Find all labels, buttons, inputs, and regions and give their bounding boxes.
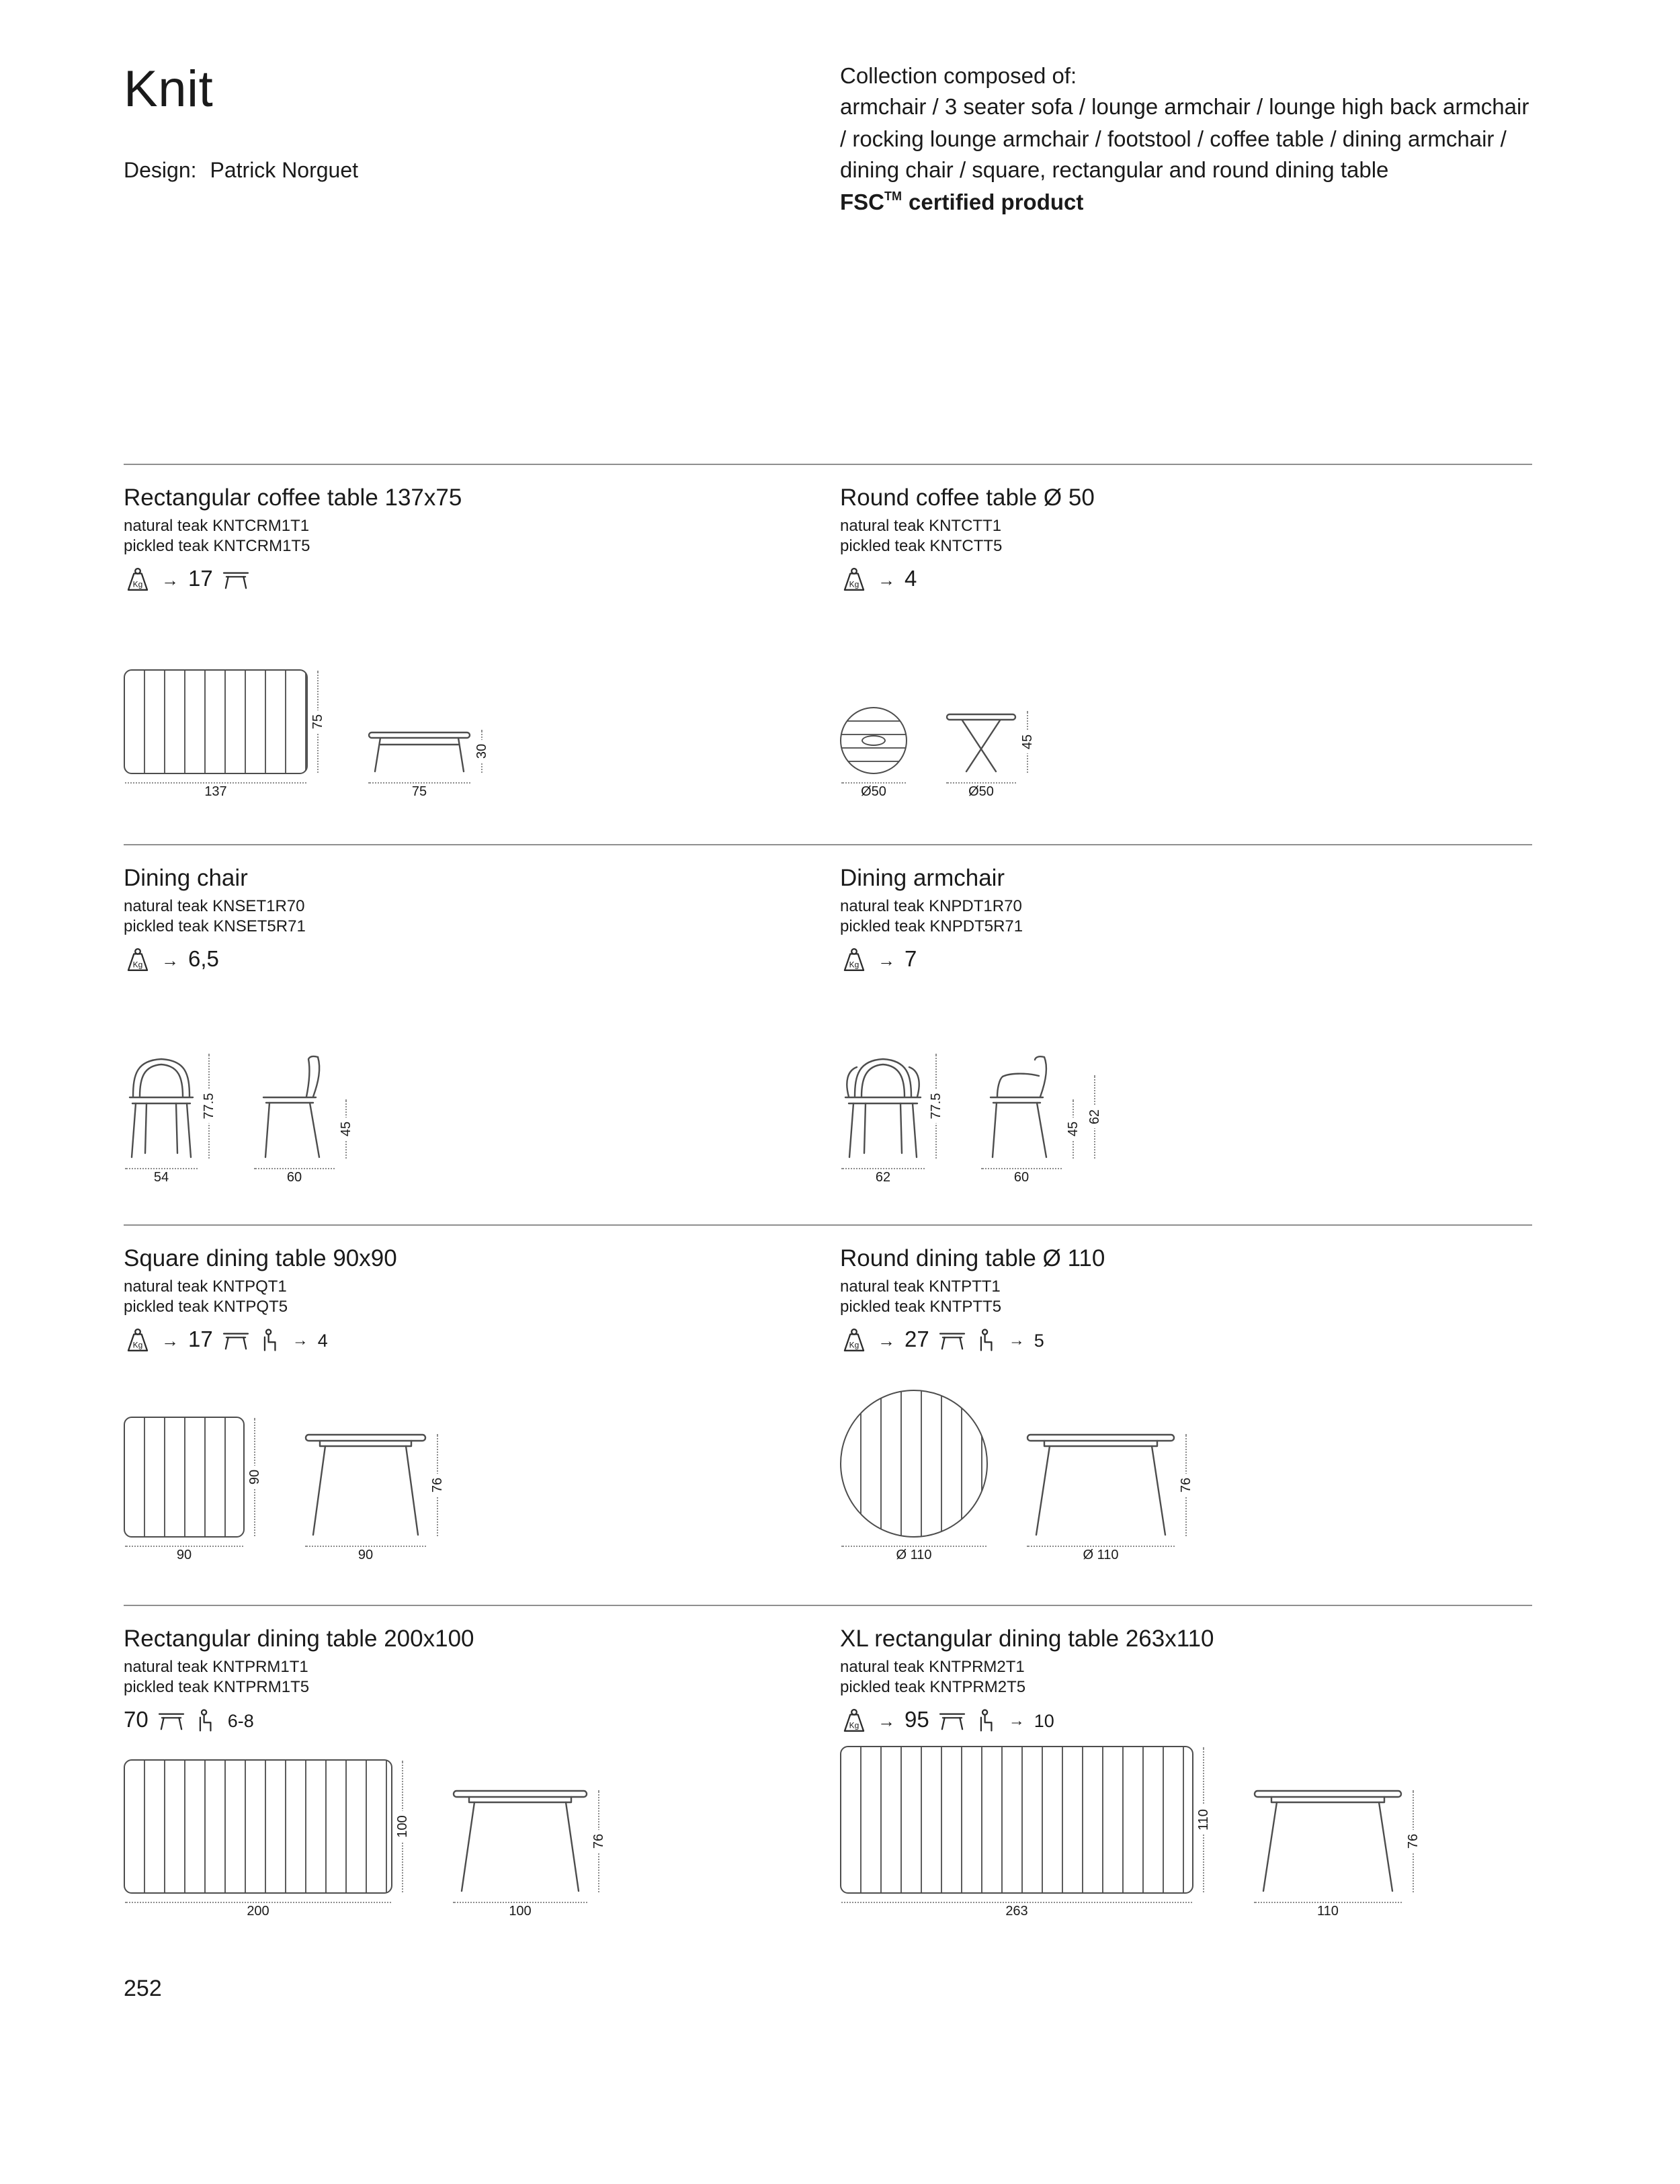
arrow-icon: → [161, 1330, 179, 1350]
dimension-vertical [589, 1789, 610, 1894]
design-label: Design: [124, 160, 197, 183]
table-side-view [1025, 1430, 1176, 1538]
weight-kg-icon [840, 1708, 868, 1733]
dim-label: 75 [311, 710, 326, 733]
product-codes [124, 1277, 840, 1316]
tabletop-top-view [840, 1390, 988, 1538]
technical-drawings [840, 1746, 1532, 1921]
table-side-view [1253, 1786, 1403, 1894]
product-codes [840, 1657, 1532, 1696]
product-dining-armchair [840, 863, 1532, 1187]
dimension-horizontal [124, 1160, 199, 1187]
product-title: Round coffee table Ø 50 [840, 484, 1095, 511]
spec-row [840, 1325, 1532, 1355]
product-round-coffee-table [840, 482, 1532, 801]
dimension-vertical [392, 1759, 414, 1894]
fsc-brand: FSC [840, 190, 884, 215]
dim-label: 76 [431, 1474, 446, 1497]
fsc-tm: TM [884, 190, 902, 204]
code-natural-teak: natural teak KNTPRM1T1 [124, 1657, 308, 1676]
technical-drawings [124, 1759, 840, 1921]
table-icon [158, 1709, 186, 1732]
seats-chair-icon [976, 1708, 999, 1733]
seats-value: 5 [1034, 1330, 1044, 1350]
dim-label: Ø 110 [896, 1548, 932, 1563]
dim-label: 60 [286, 1171, 302, 1185]
code-natural-teak: natural teak KNTCRM1T1 [124, 516, 310, 535]
dim-label: 110 [1317, 1904, 1339, 1919]
dimension-vertical [926, 1052, 948, 1160]
design-line [124, 160, 840, 184]
technical-drawings [840, 1052, 1532, 1187]
tabletop-top-view [124, 1417, 245, 1538]
collection-items: armchair / 3 seater sofa / lounge armchair / lounge high back armchair / rocking lounge armchair / footstool / coffee table / dining armchair / dining chair / square, rectangular and round dining table [840, 95, 1529, 183]
dimension-vertical [1017, 710, 1039, 774]
arrow-icon: → [878, 1710, 895, 1730]
dim-label: 75 [411, 785, 427, 800]
section-dining-tables-square-round [124, 1224, 1532, 1605]
drawing-side-view [253, 1052, 358, 1187]
dim-label: 45 [339, 1118, 354, 1140]
page-footer [124, 1976, 1532, 2003]
weight-kg-icon [840, 566, 868, 592]
dim-label: 60 [1013, 1171, 1030, 1185]
drawing-top-view [840, 1390, 988, 1564]
spec-row [124, 1325, 840, 1355]
dim-label: 90 [176, 1548, 192, 1563]
dim-label: 76 [1179, 1474, 1194, 1497]
chair-front-view [124, 1052, 199, 1160]
seats-chair-icon [976, 1327, 999, 1353]
dim-label: 90 [358, 1548, 374, 1563]
tabletop-top-view [840, 1746, 1193, 1894]
dimension-horizontal [124, 1538, 245, 1564]
dim-label: 54 [153, 1171, 169, 1185]
dim-label: Ø 110 [1083, 1548, 1119, 1563]
weight-kg-icon [124, 1327, 152, 1353]
weight-value: 4 [905, 566, 917, 591]
product-title: Rectangular coffee table 137x75 [124, 484, 462, 511]
arrow-icon: → [1008, 1331, 1025, 1349]
spec-row [124, 564, 840, 594]
chair-side-view [253, 1052, 336, 1160]
technical-drawings [124, 1052, 840, 1187]
table-icon [222, 568, 251, 591]
weight-value: 17 [188, 566, 213, 591]
arrow-icon: → [878, 1330, 895, 1350]
seats-value: 10 [1034, 1710, 1054, 1730]
product-title: Dining armchair [840, 864, 1005, 891]
arrow-icon: → [161, 569, 179, 589]
dim-label: 77.5 [202, 1089, 217, 1124]
product-title: Rectangular dining table 200x100 [124, 1625, 474, 1652]
spec-row [840, 945, 1532, 974]
dimension-horizontal [1253, 1894, 1403, 1921]
dimension-vertical [245, 1417, 266, 1538]
weight-kg-icon [840, 1327, 868, 1353]
section-coffee-tables [124, 464, 1532, 844]
weight-value: 95 [905, 1708, 929, 1732]
code-pickled-teak: pickled teak KNTPRM2T5 [840, 1677, 1026, 1695]
code-pickled-teak: pickled teak KNTPTT5 [840, 1296, 1002, 1315]
technical-drawings [124, 1417, 840, 1564]
drawing-front-view [840, 1052, 948, 1187]
section-dining-chairs [124, 844, 1532, 1224]
weight-kg-icon [124, 947, 152, 972]
drawing-top-view [840, 707, 907, 801]
drawing-side-view [980, 1052, 1106, 1187]
dimension-vertical [336, 1098, 358, 1160]
dimension-horizontal [840, 1894, 1193, 1921]
dimension-horizontal [840, 1538, 988, 1564]
product-codes [124, 896, 840, 935]
dimension-horizontal [367, 774, 472, 801]
dimension-horizontal [452, 1894, 589, 1921]
code-pickled-teak: pickled teak KNSET5R71 [124, 916, 306, 935]
section-dining-tables-rectangular [124, 1605, 1532, 1951]
drawing-side-view [452, 1786, 610, 1921]
product-codes [840, 896, 1532, 935]
code-natural-teak: natural teak KNTCTT1 [840, 516, 1002, 535]
product-title: Square dining table 90x90 [124, 1245, 397, 1271]
header-left [124, 62, 840, 464]
dim-label: 62 [875, 1171, 891, 1185]
table-icon [939, 1709, 967, 1732]
dim-label: 76 [1406, 1830, 1421, 1853]
dim-label: Ø50 [861, 785, 886, 800]
designer-name: Patrick Norguet [210, 160, 359, 183]
product-codes [124, 516, 840, 555]
arrow-icon: → [292, 1331, 308, 1349]
arrow-icon: → [878, 569, 895, 589]
product-codes [840, 516, 1532, 555]
dim-label: 45 [1021, 730, 1036, 753]
dim-label: 45 [1066, 1118, 1081, 1140]
weight-value: 70 [124, 1708, 149, 1732]
table-side-view [452, 1786, 589, 1894]
dim-label: 200 [247, 1904, 269, 1919]
dimension-horizontal [840, 1160, 926, 1187]
collection-intro: Collection composed of: [840, 65, 1077, 89]
dimension-horizontal [124, 774, 308, 801]
code-natural-teak: natural teak KNTPQT1 [124, 1277, 287, 1296]
dimension-vertical [308, 669, 329, 774]
drawing-side-view [1253, 1786, 1425, 1921]
spec-row [124, 1706, 840, 1735]
dimension-vertical [1085, 1074, 1106, 1160]
weight-kg-icon [840, 947, 868, 972]
weight-value: 27 [905, 1327, 929, 1351]
seats-value: 6-8 [227, 1710, 254, 1730]
arrow-icon: → [1008, 1711, 1025, 1730]
drawing-front-view [124, 1052, 220, 1187]
dimension-vertical [1403, 1789, 1425, 1894]
drawing-top-view [124, 1417, 266, 1564]
dim-label: 77.5 [929, 1089, 944, 1124]
product-codes [124, 1657, 840, 1696]
page-header [124, 0, 1532, 464]
code-natural-teak: natural teak KNPDT1R70 [840, 896, 1022, 915]
armchair-side-view [980, 1052, 1063, 1160]
code-pickled-teak: pickled teak KNTPRM1T5 [124, 1677, 310, 1695]
table-icon [939, 1329, 967, 1351]
product-codes [840, 1277, 1532, 1316]
collection-title: Knit [124, 62, 214, 118]
dimension-horizontal [304, 1538, 427, 1564]
dimension-horizontal [124, 1894, 392, 1921]
arrow-icon: → [161, 950, 179, 970]
table-icon [222, 1329, 251, 1351]
technical-drawings [840, 1390, 1532, 1564]
spec-row [124, 945, 840, 974]
weight-kg-icon [124, 566, 152, 592]
seats-value: 4 [317, 1330, 328, 1350]
header-right [840, 62, 1532, 464]
dimension-vertical [1193, 1746, 1215, 1894]
product-square-dining-table [124, 1243, 840, 1564]
drawing-top-view [124, 1759, 414, 1921]
dim-label: 137 [204, 785, 227, 800]
armchair-front-view [840, 1052, 926, 1160]
tabletop-top-view [124, 669, 308, 774]
table-side-view [367, 728, 472, 774]
code-pickled-teak: pickled teak KNTCRM1T5 [124, 536, 310, 554]
dimension-vertical [472, 728, 493, 774]
dimension-horizontal [980, 1160, 1063, 1187]
product-title: Dining chair [124, 864, 248, 891]
dim-label: 100 [509, 1904, 532, 1919]
dimension-horizontal [840, 774, 907, 801]
dim-label: 30 [475, 740, 490, 763]
drawing-top-view [840, 1746, 1215, 1921]
code-natural-teak: natural teak KNTPRM2T1 [840, 1657, 1025, 1676]
product-xl-rect-dining-table [840, 1624, 1532, 1921]
fsc-text: certified product [909, 190, 1084, 215]
dimension-horizontal [1025, 1538, 1176, 1564]
spec-row [840, 1706, 1532, 1735]
tabletop-top-view [840, 707, 907, 774]
technical-drawings [840, 707, 1532, 801]
code-natural-teak: natural teak KNTPTT1 [840, 1277, 1001, 1296]
page-number: 252 [124, 1976, 162, 2001]
arrow-icon: → [878, 950, 895, 970]
product-round-dining-table [840, 1243, 1532, 1564]
drawing-side-view [945, 710, 1039, 801]
dimension-vertical [1176, 1433, 1198, 1538]
technical-drawings [124, 669, 840, 801]
table-side-view [304, 1430, 427, 1538]
drawing-side-view [304, 1430, 449, 1564]
product-title: Round dining table Ø 110 [840, 1245, 1105, 1271]
dim-label: 110 [1197, 1805, 1212, 1835]
dimension-horizontal [945, 774, 1017, 801]
product-rect-dining-table [124, 1624, 840, 1921]
spec-row [840, 564, 1532, 594]
fsc-certification [840, 187, 1532, 219]
code-pickled-teak: pickled teak KNTCTT5 [840, 536, 1003, 554]
weight-value: 6,5 [188, 947, 219, 971]
dim-label: 76 [592, 1830, 607, 1853]
dim-label: 100 [396, 1811, 411, 1841]
product-title: XL rectangular dining table 263x110 [840, 1625, 1214, 1652]
product-dining-chair [124, 863, 840, 1187]
drawing-side-view [367, 728, 493, 801]
table-side-view [945, 710, 1017, 774]
tabletop-top-view [124, 1759, 392, 1894]
weight-value: 7 [905, 947, 917, 971]
dimension-horizontal [253, 1160, 336, 1187]
product-rect-coffee-table [124, 482, 840, 801]
dim-label: 263 [1005, 1904, 1028, 1919]
dim-label: Ø50 [968, 785, 994, 800]
dimension-vertical [1063, 1098, 1085, 1160]
dim-label: 90 [248, 1466, 263, 1488]
seats-chair-icon [260, 1327, 283, 1353]
dimension-vertical [427, 1433, 449, 1538]
dimension-vertical [199, 1052, 220, 1160]
dim-label: 62 [1088, 1105, 1103, 1128]
seats-chair-icon [196, 1708, 218, 1733]
weight-value: 17 [188, 1327, 213, 1351]
drawing-side-view [1025, 1430, 1198, 1564]
code-pickled-teak: pickled teak KNPDT5R71 [840, 916, 1023, 935]
code-natural-teak: natural teak KNSET1R70 [124, 896, 305, 915]
code-pickled-teak: pickled teak KNTPQT5 [124, 1296, 288, 1315]
drawing-top-view [124, 669, 329, 801]
